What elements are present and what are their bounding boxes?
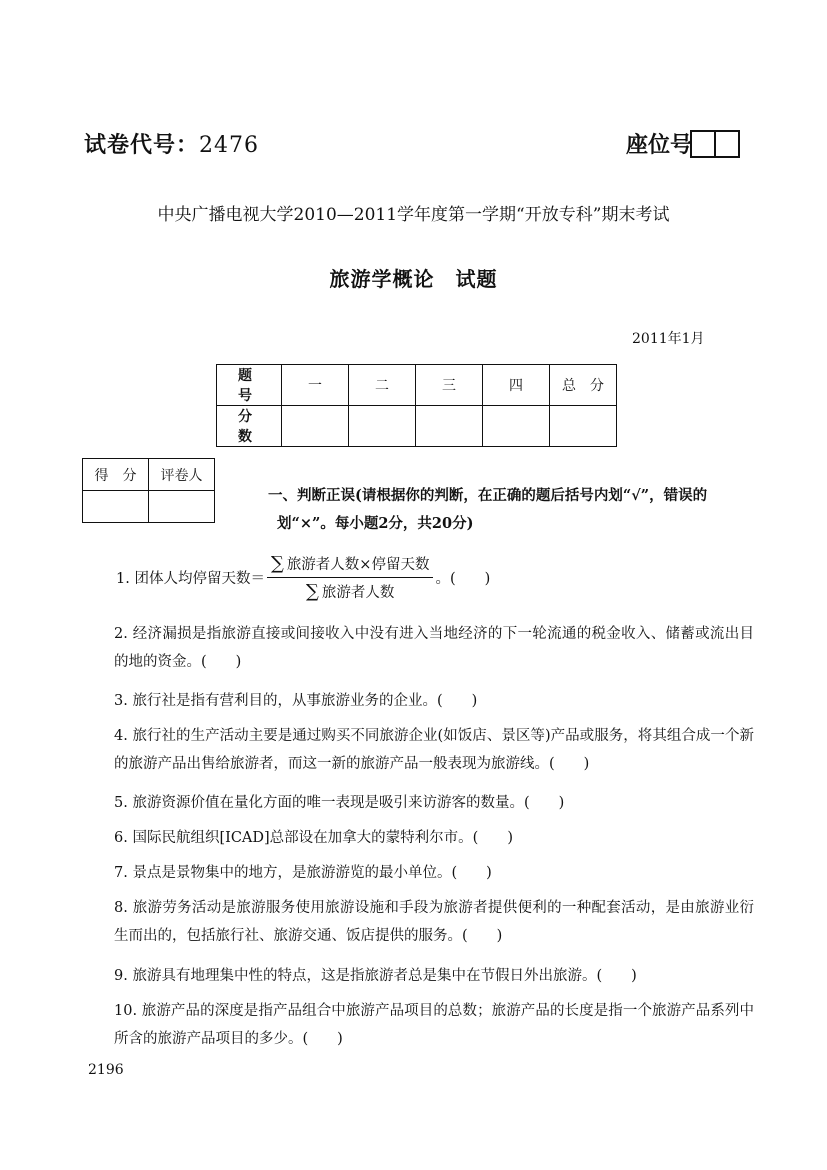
- page-number: 2196: [88, 1062, 124, 1078]
- question-item: [84, 722, 754, 778]
- grader-table: [82, 458, 215, 523]
- score-table-score-row: [217, 406, 617, 447]
- exam-code-label: 试卷代号：: [84, 133, 200, 158]
- grader-cell-blank: [149, 491, 215, 523]
- grader-table-blank-row: [83, 491, 215, 523]
- seat-number: [626, 128, 740, 159]
- subject-title: 旅游学概论 试题: [329, 267, 498, 291]
- seat-box-2: [714, 130, 740, 158]
- score-cell-blank: [416, 406, 483, 447]
- question-text: 2. 经济漏损是指旅游直接或间接收入中没有进入当地经济的下一轮流通的税金收入、储蓄或流出目的地的资金。( ): [114, 626, 754, 670]
- grader-cell-blank: [83, 491, 149, 523]
- question-item: [84, 894, 754, 950]
- seat-number-label: 座位号: [626, 133, 693, 158]
- score-cell-label: 题 号: [217, 365, 282, 406]
- formula-numerator-text: 旅游者人数×停留天数: [286, 557, 430, 573]
- question-text: 6. 国际民航组织[ICAD]总部设在加拿大的蒙特利尔市。( ): [114, 830, 513, 846]
- question-item: [84, 687, 754, 715]
- score-cell-blank: [349, 406, 416, 447]
- formula-denominator: [306, 578, 394, 602]
- question-item: [84, 859, 754, 887]
- section-instructions: [268, 482, 758, 538]
- question-item: [84, 997, 754, 1053]
- formula-denominator-text: 旅游者人数: [321, 585, 395, 601]
- score-cell-header: 三: [416, 365, 483, 406]
- question-item: [84, 789, 754, 817]
- question-1: [116, 553, 490, 602]
- question-item: [84, 824, 754, 852]
- score-table: [216, 364, 617, 447]
- exam-date: 2011年1月: [632, 331, 705, 347]
- sigma-symbol: ∑: [306, 581, 319, 602]
- question-text: 9. 旅游具有地理集中性的特点，这是指旅游者总是集中在节假日外出旅游。( ): [114, 968, 637, 984]
- grader-cell-grader: 评卷人: [149, 459, 215, 491]
- score-cell-header: 二: [349, 365, 416, 406]
- section-instructions-line2: 划“×”。每小题2分，共20分): [277, 515, 474, 532]
- sigma-symbol: ∑: [270, 553, 284, 574]
- score-cell-label: 分 数: [217, 406, 282, 447]
- score-cell-blank: [282, 406, 349, 447]
- question-1-suffix: 。( ): [435, 571, 491, 587]
- formula-fraction: [267, 553, 434, 602]
- grader-table-header-row: [83, 459, 215, 491]
- score-cell-blank: [550, 406, 617, 447]
- question-item: [84, 962, 754, 990]
- exam-title: 中央广播电视大学2010—2011学年度第一学期“开放专科”期末考试: [157, 205, 670, 225]
- question-text: 7. 景点是景物集中的地方，是旅游游览的最小单位。( ): [114, 865, 492, 881]
- question-text: 10. 旅游产品的深度是指产品组合中旅游产品项目的总数；旅游产品的长度是指一个旅游产品系列中所含的旅游产品项目的多少。( ): [114, 1003, 754, 1047]
- score-cell-header: 一: [282, 365, 349, 406]
- question-text: 8. 旅游劳务活动是旅游服务使用旅游设施和手段为旅游者提供便利的一种配套活动，是由旅游业衍生而出的，包括旅行社、旅游交通、饭店提供的服务。( ): [114, 900, 754, 944]
- formula-numerator: [267, 553, 434, 578]
- exam-code: [84, 128, 259, 159]
- question-item: [84, 620, 754, 676]
- score-cell-header: 四: [483, 365, 550, 406]
- section-instructions-line1: 一、判断正误(请根据你的判断，在正确的题后括号内划“√”，错误的: [268, 487, 708, 504]
- question-text: 3. 旅行社是指有营利目的，从事旅游业务的企业。( ): [114, 693, 478, 709]
- score-cell-blank: [483, 406, 550, 447]
- score-cell-header: 总 分: [550, 365, 617, 406]
- seat-box-1: [690, 130, 716, 158]
- grader-cell-score: 得 分: [83, 459, 149, 491]
- question-text: 4. 旅行社的生产活动主要是通过购买不同旅游企业(如饭店、景区等)产品或服务，将其组合成一个新的旅游产品出售给旅游者，而这一新的旅游产品一般表现为旅游线。( ): [114, 728, 754, 772]
- question-1-prefix: 1. 团体人均停留天数＝: [116, 571, 265, 587]
- question-text: 5. 旅游资源价值在量化方面的唯一表现是吸引来访游客的数量。( ): [114, 795, 565, 811]
- exam-code-value: 2476: [199, 133, 260, 158]
- score-table-header-row: [217, 365, 617, 406]
